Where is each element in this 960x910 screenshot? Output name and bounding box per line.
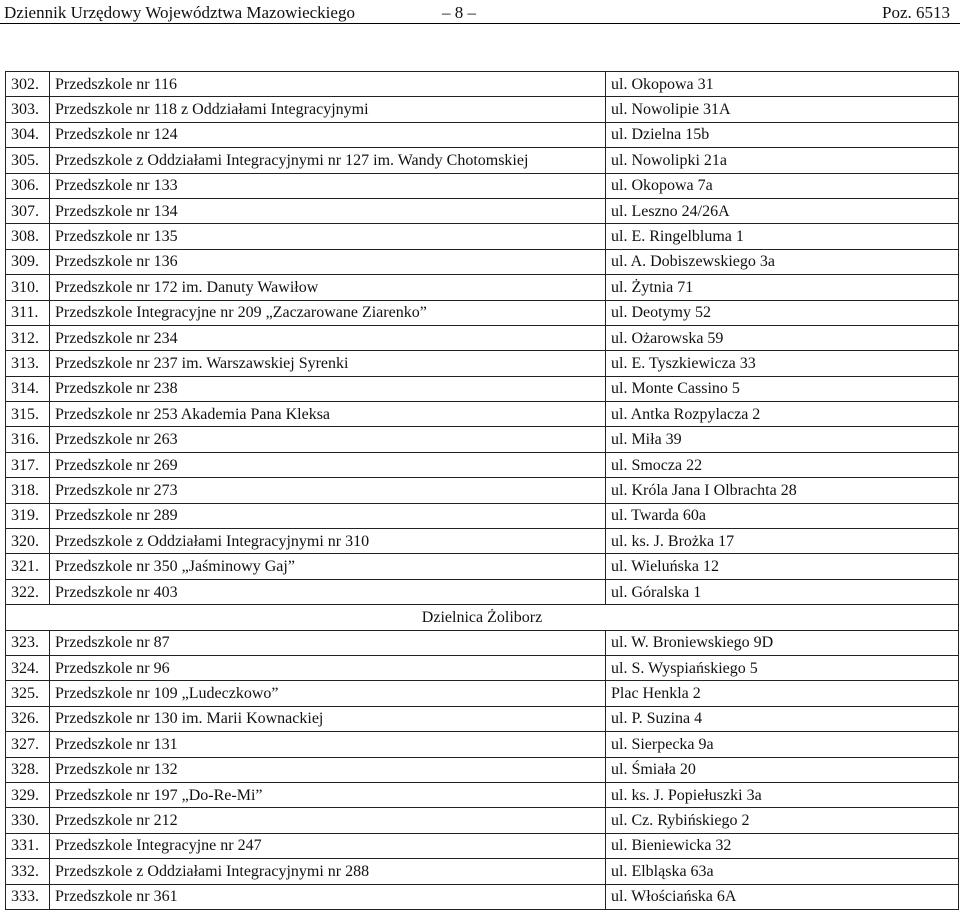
table-row — [6, 782, 959, 807]
address: ul. Nowolipki 21a — [606, 148, 959, 173]
institution-name: Przedszkole z Oddziałami Integracyjnymi nr 127 im. Wandy Chotomskiej — [50, 148, 606, 173]
table-row — [6, 173, 959, 198]
institution-name: Przedszkole nr 96 — [50, 655, 606, 680]
table-row — [6, 224, 959, 249]
institution-name: Przedszkole nr 133 — [50, 173, 606, 198]
address: ul. Miła 39 — [606, 427, 959, 452]
address: ul. Góralska 1 — [606, 579, 959, 604]
institution-name: Przedszkole nr 263 — [50, 427, 606, 452]
table-row — [6, 72, 959, 97]
table-row — [6, 554, 959, 579]
row-number: 326. — [6, 706, 50, 731]
row-number: 333. — [6, 884, 50, 909]
row-number: 306. — [6, 173, 50, 198]
address: ul. Okopowa 31 — [606, 72, 959, 97]
table-row — [6, 325, 959, 350]
table-row — [6, 97, 959, 122]
institution-name: Przedszkole nr 130 im. Marii Kownackiej — [50, 706, 606, 731]
address: ul. Króla Jana I Olbrachta 28 — [606, 478, 959, 503]
section-row — [6, 605, 959, 630]
institution-name: Przedszkole nr 403 — [50, 579, 606, 604]
table-body — [6, 72, 959, 910]
table-row — [6, 478, 959, 503]
address: ul. Włościańska 6A — [606, 884, 959, 909]
address: ul. ks. J. Brożka 17 — [606, 529, 959, 554]
table-row — [6, 579, 959, 604]
address: ul. Cz. Rybińskiego 2 — [606, 808, 959, 833]
address: ul. S. Wyspiańskiego 5 — [606, 655, 959, 680]
table-row — [6, 275, 959, 300]
institution-name: Przedszkole nr 109 „Ludeczkowo” — [50, 681, 606, 706]
row-number: 331. — [6, 833, 50, 858]
row-number: 309. — [6, 249, 50, 274]
row-number: 303. — [6, 97, 50, 122]
table-row — [6, 427, 959, 452]
header-rule — [0, 23, 960, 24]
table-row — [6, 833, 959, 858]
institution-name: Przedszkole z Oddziałami Integracyjnymi nr 310 — [50, 529, 606, 554]
table-row — [6, 808, 959, 833]
address: ul. Smocza 22 — [606, 452, 959, 477]
table-row — [6, 732, 959, 757]
address: ul. ks. J. Popiełuszki 3a — [606, 782, 959, 807]
table-row — [6, 859, 959, 884]
institution-name: Przedszkole Integracyjne nr 247 — [50, 833, 606, 858]
institution-name: Przedszkole nr 289 — [50, 503, 606, 528]
table-row — [6, 757, 959, 782]
address: ul. Śmiała 20 — [606, 757, 959, 782]
row-number: 330. — [6, 808, 50, 833]
table-row — [6, 376, 959, 401]
table-row — [6, 681, 959, 706]
address: ul. A. Dobiszewskiego 3a — [606, 249, 959, 274]
address: ul. Dzielna 15b — [606, 122, 959, 147]
institution-name: Przedszkole nr 136 — [50, 249, 606, 274]
table-row — [6, 655, 959, 680]
institution-name: Przedszkole nr 361 — [50, 884, 606, 909]
row-number: 308. — [6, 224, 50, 249]
institution-name: Przedszkole nr 238 — [50, 376, 606, 401]
address: ul. Monte Cassino 5 — [606, 376, 959, 401]
address: ul. Nowolipie 31A — [606, 97, 959, 122]
address: ul. W. Broniewskiego 9D — [606, 630, 959, 655]
institution-name: Przedszkole nr 132 — [50, 757, 606, 782]
table-row — [6, 351, 959, 376]
row-number: 312. — [6, 325, 50, 350]
address: ul. E. Ringelbluma 1 — [606, 224, 959, 249]
row-number: 313. — [6, 351, 50, 376]
table-row — [6, 402, 959, 427]
institution-name: Przedszkole nr 273 — [50, 478, 606, 503]
row-number: 315. — [6, 402, 50, 427]
address: Plac Henkla 2 — [606, 681, 959, 706]
row-number: 318. — [6, 478, 50, 503]
row-number: 332. — [6, 859, 50, 884]
row-number: 314. — [6, 376, 50, 401]
address: ul. Leszno 24/26A — [606, 198, 959, 223]
institution-name: Przedszkole nr 135 — [50, 224, 606, 249]
address: ul. E. Tyszkiewicza 33 — [606, 351, 959, 376]
institution-name: Przedszkole nr 253 Akademia Pana Kleksa — [50, 402, 606, 427]
table-row — [6, 148, 959, 173]
table-row — [6, 706, 959, 731]
institution-name: Przedszkole nr 269 — [50, 452, 606, 477]
row-number: 307. — [6, 198, 50, 223]
row-number: 316. — [6, 427, 50, 452]
institution-name: Przedszkole nr 131 — [50, 732, 606, 757]
institution-name: Przedszkole nr 237 im. Warszawskiej Syrenki — [50, 351, 606, 376]
address: ul. Twarda 60a — [606, 503, 959, 528]
institution-name: Przedszkole nr 116 — [50, 72, 606, 97]
institution-name: Przedszkole Integracyjne nr 209 „Zaczarowane Ziarenko” — [50, 300, 606, 325]
institution-name: Przedszkole nr 350 „Jaśminowy Gaj” — [50, 554, 606, 579]
table-row — [6, 300, 959, 325]
address: ul. Ożarowska 59 — [606, 325, 959, 350]
table-row — [6, 884, 959, 909]
row-number: 311. — [6, 300, 50, 325]
row-number: 321. — [6, 554, 50, 579]
address: ul. Elbląska 63a — [606, 859, 959, 884]
row-number: 310. — [6, 275, 50, 300]
institution-name: Przedszkole nr 234 — [50, 325, 606, 350]
institution-name: Przedszkole nr 124 — [50, 122, 606, 147]
institution-name: Przedszkole nr 118 z Oddziałami Integracyjnymi — [50, 97, 606, 122]
page-header — [0, 0, 960, 24]
address: ul. Sierpecka 9a — [606, 732, 959, 757]
institution-name: Przedszkole nr 212 — [50, 808, 606, 833]
row-number: 323. — [6, 630, 50, 655]
institution-name: Przedszkole nr 172 im. Danuty Wawiłow — [50, 275, 606, 300]
table-row — [6, 529, 959, 554]
table-row — [6, 249, 959, 274]
address: ul. Żytnia 71 — [606, 275, 959, 300]
institution-name: Przedszkole nr 87 — [50, 630, 606, 655]
row-number: 317. — [6, 452, 50, 477]
page-number: – 8 – — [442, 3, 476, 22]
address: ul. Wieluńska 12 — [606, 554, 959, 579]
address: ul. Deotymy 52 — [606, 300, 959, 325]
row-number: 325. — [6, 681, 50, 706]
position-number: Poz. 6513 — [882, 3, 950, 22]
row-number: 329. — [6, 782, 50, 807]
address: ul. Okopowa 7a — [606, 173, 959, 198]
institution-name: Przedszkole nr 134 — [50, 198, 606, 223]
address: ul. Antka Rozpylacza 2 — [606, 402, 959, 427]
row-number: 320. — [6, 529, 50, 554]
journal-title: Dziennik Urzędowy Województwa Mazowieckiego — [4, 3, 355, 22]
table-row — [6, 122, 959, 147]
row-number: 302. — [6, 72, 50, 97]
kindergarten-table — [5, 71, 959, 910]
row-number: 319. — [6, 503, 50, 528]
row-number: 304. — [6, 122, 50, 147]
institution-name: Przedszkole z Oddziałami Integracyjnymi nr 288 — [50, 859, 606, 884]
table-row — [6, 198, 959, 223]
address: ul. Bieniewicka 32 — [606, 833, 959, 858]
address: ul. P. Suzina 4 — [606, 706, 959, 731]
row-number: 305. — [6, 148, 50, 173]
table-row — [6, 630, 959, 655]
table-row — [6, 503, 959, 528]
institution-name: Przedszkole nr 197 „Do-Re-Mi” — [50, 782, 606, 807]
section-heading: Dzielnica Żoliborz — [6, 605, 959, 630]
row-number: 324. — [6, 655, 50, 680]
row-number: 328. — [6, 757, 50, 782]
row-number: 322. — [6, 579, 50, 604]
row-number: 327. — [6, 732, 50, 757]
table-row — [6, 452, 959, 477]
